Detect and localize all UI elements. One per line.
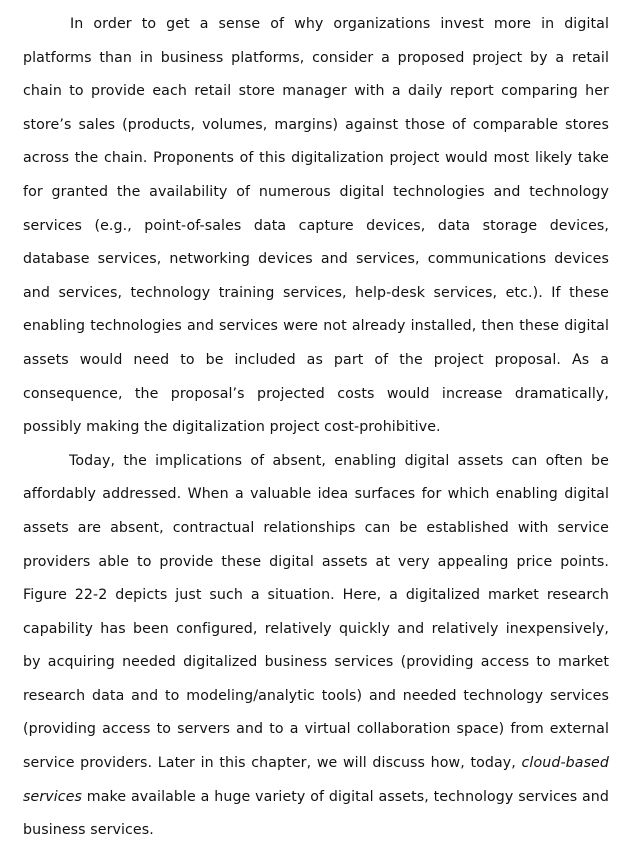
- paragraph-text-before-emphasis: Today, the implications of absent, enabling digital assets can often be affordably addressed. When a valuable idea surfaces for which enabling digital assets are absent, contractual relationships can be established with service providers able to provide these digital assets at very appealing price points. Figure 22-2 depicts just such a situation. Here, a digitalized market research capability has been configured, relatively quickly and relatively inexpensively, by acquiring needed digitalized business services (providing access to market research data and to modeling/analytic tools) and needed technology services (providing access to servers and to a virtual collaboration space) from external service providers. Later in this chapter, we will discuss how, today,: [23, 452, 609, 772]
- document-body: [23, 8, 609, 848]
- cloud-based-services-emphasis: cloud-based services: [23, 755, 609, 805]
- paragraph-text-after-emphasis: make available a huge variety of digital assets, technology services and business services.: [23, 788, 609, 839]
- paragraph-absent-digital-assets: [23, 445, 609, 848]
- paragraph-digital-platforms: In order to get a sense of why organizations invest more in digital platforms than in business platforms, consider a proposed project by a retail chain to provide each retail store manager with a daily report comparing her store’s sales (products, volumes, margins) against those of comparable stores across the chain. Proponents of this digitalization project would most likely take for granted the availability of numerous digital technologies and technology services (e.g., point-of-sales data capture devices, data storage devices, database services, networking devices and services, communications devices and services, technology training services, help-desk services, etc.). If these enabling technologies and services were not already installed, then these digital assets would need to be included as part of the project proposal. As a consequence, the proposal’s projected costs would increase dramatically, possibly making the digitalization project cost-prohibitive.: [23, 16, 609, 436]
